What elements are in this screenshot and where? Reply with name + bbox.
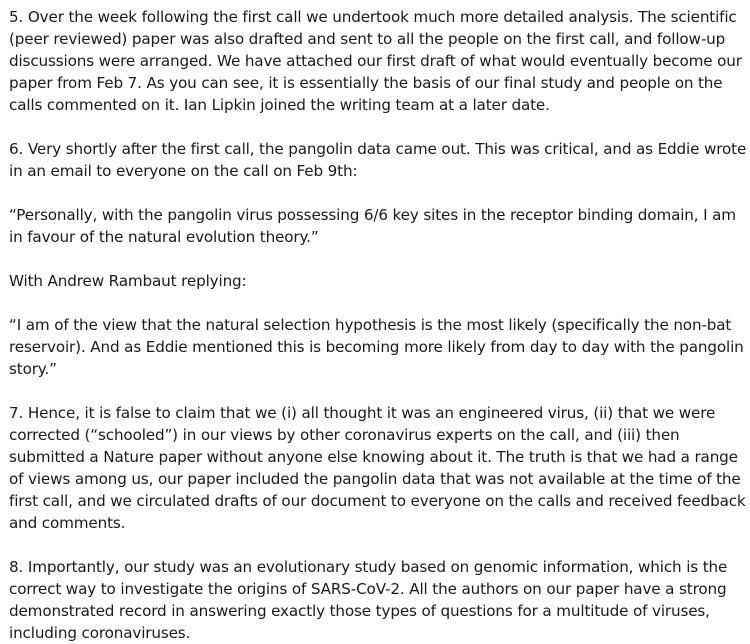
paragraph-point-8: 8. Importantly, our study was an evolutionary study based on genomic information, which is the correct way to investigate the origins of SARS-CoV-2. All the authors on our paper have a strong demonstrated record in answering exactly those types of questions for a multitude of viruses, including coronaviruses.	[9, 558, 728, 642]
paragraph-point-7: 7. Hence, it is false to claim that we (i) all thought it was an engineered virus, (ii) that we were corrected (“schooled”) in our views by other coronavirus experts on the call, and (iii) then submitted a Nature paper without anyone else knowing about it. The truth is that we had a range of views among us, our paper included the pangolin data that was not available at the time of the first call, and we circulated drafts of our document to everyone on the calls and received feedback and comments.	[9, 404, 746, 532]
quote-rambaut: “I am of the view that the natural selection hypothesis is the most likely (specifically the non-bat reservoir). And as Eddie mentioned this is becoming more likely from day to day with the pangolin story.”	[9, 316, 744, 378]
quote-eddie: “Personally, with the pangolin virus possessing 6/6 key sites in the receptor binding domain, I am in favour of the natural evolution theory.”	[9, 206, 736, 246]
paragraph-point-6: 6. Very shortly after the first call, the pangolin data came out. This was critical, and as Eddie wrote in an email to everyone on the call on Feb 9th:	[9, 140, 747, 180]
paragraph-point-5: 5. Over the week following the first call we undertook much more detailed analysis. The scientific (peer reviewed) paper was also drafted and sent to all the people on the first call, and follow-up discussions were arranged. We have attached our first draft of what would eventually become our paper from Feb 7. As you can see, it is essentially the basis of our final study and people on the calls commented on it. Ian Lipkin joined the writing team at a later date.	[9, 8, 742, 114]
article-body	[9, 6, 749, 644]
paragraph-rambaut-intro: With Andrew Rambaut replying:	[9, 272, 247, 290]
